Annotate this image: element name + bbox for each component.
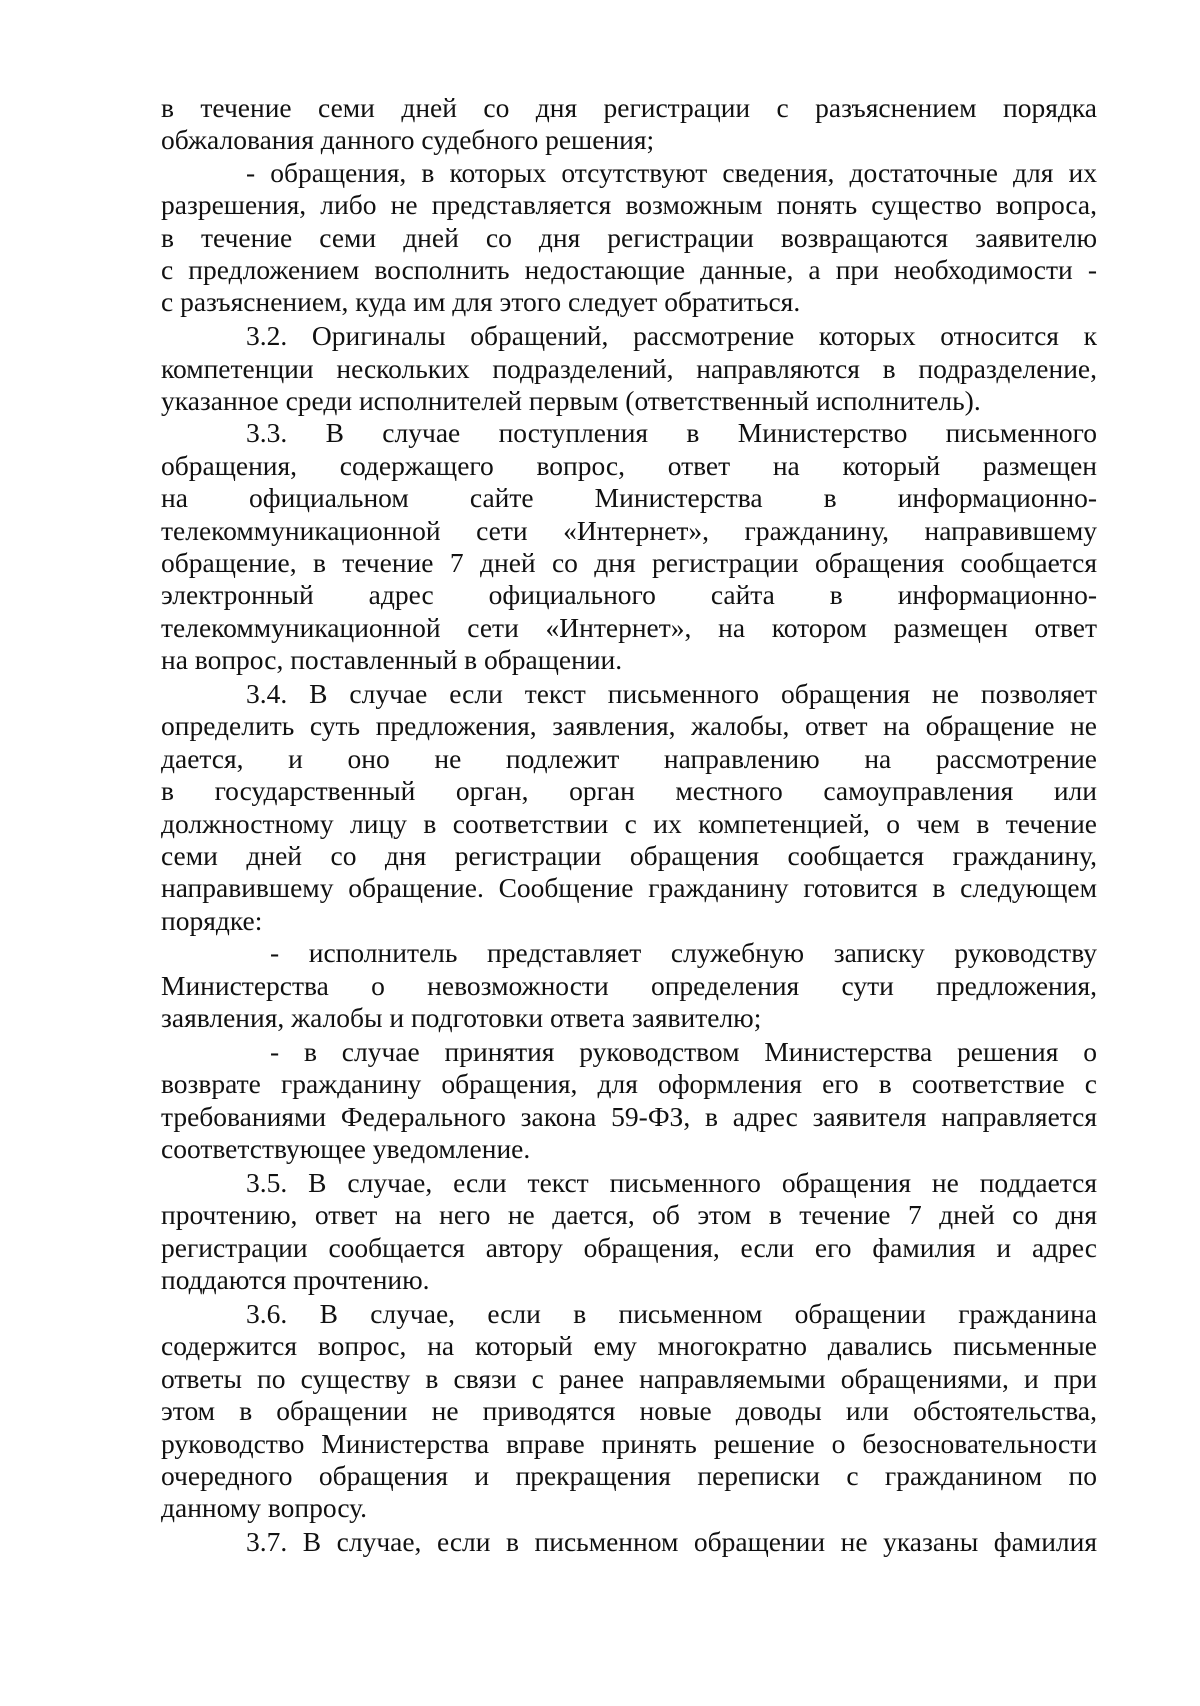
text-line: поддаются прочтению. xyxy=(161,1264,430,1296)
text-line: регистрации сообщается автору обращения, если его фамилия и адрес xyxy=(161,1231,1097,1263)
text-line: с разъяснением, куда им для этого следует обратиться. xyxy=(161,286,801,318)
text-line: соответствующее уведомление. xyxy=(161,1133,531,1164)
text-line: очередного обращения и прекращения переписки с гражданином по xyxy=(161,1459,1097,1491)
text-line: направившему обращение. Сообщение гражданину готовится в следующем xyxy=(161,872,1097,904)
text-line: данному вопросу. xyxy=(161,1492,368,1524)
text-line: руководство Министерства вправе принять решение о безосновательности xyxy=(161,1427,1097,1459)
text-line: в течение семи дней со дня регистрации с разъяснением порядка xyxy=(161,92,1097,123)
text-line: определить суть предложения, заявления, жалобы, ответ на обращение не xyxy=(161,710,1097,742)
text-line: разрешения, либо не представляется возможным понять существо вопроса, xyxy=(161,189,1097,221)
text-line: возврате гражданину обращения, для оформления его в соответствие с xyxy=(161,1068,1097,1100)
text-line: - в случае принятия руководством Министерства решения о xyxy=(270,1035,1097,1067)
text-line: 3.7. В случае, если в письменном обращении не указаны фамилия xyxy=(246,1526,1097,1558)
text-line: этом в обращении не приводятся новые доводы или обстоятельства, xyxy=(161,1395,1097,1427)
text-line: 3.3. В случае поступления в Министерство письменного xyxy=(246,417,1097,449)
text-line: в государственный орган, орган местного самоуправления или xyxy=(161,775,1097,807)
text-line: - исполнитель представляет служебную записку руководству xyxy=(270,937,1097,969)
text-line: Министерства о невозможности определения сути предложения, xyxy=(161,969,1097,1001)
text-line: - обращения, в которых отсутствуют сведения, достаточные для их xyxy=(246,156,1097,188)
text-line: обращение, в течение 7 дней со дня регистрации обращения сообщается xyxy=(161,546,1097,578)
text-line: телекоммуникационной сети «Интернет», гражданину, направившему xyxy=(161,514,1097,546)
text-line: 3.2. Оригиналы обращений, рассмотрение которых относится к xyxy=(246,320,1097,352)
text-line: на вопрос, поставленный в обращении. xyxy=(161,644,623,676)
text-line: семи дней со дня регистрации обращения сообщается гражданину, xyxy=(161,839,1097,871)
text-line: 3.5. В случае, если текст письменного обращения не поддается xyxy=(246,1166,1097,1198)
text-line: 3.4. В случае если текст письменного обращения не позволяет xyxy=(246,678,1097,710)
text-line: содержится вопрос, на который ему многократно давались письменные xyxy=(161,1330,1097,1362)
document-page xyxy=(161,92,1097,1559)
text-line: на официальном сайте Министерства в информационно- xyxy=(161,482,1097,514)
text-line: заявления, жалобы и подготовки ответа заявителю; xyxy=(161,1001,762,1033)
text-line: с предложением восполнить недостающие данные, а при необходимости - xyxy=(161,253,1097,285)
text-line: ответы по существу в связи с ранее направляемыми обращениями, и при xyxy=(161,1362,1097,1394)
text-line: прочтению, ответ на него не дается, об этом в течение 7 дней со дня xyxy=(161,1199,1097,1231)
text-line: дается, и оно не подлежит направлению на рассмотрение xyxy=(161,742,1097,774)
text-line: обжалования данного судебного решения; xyxy=(161,124,655,156)
text-line: порядке: xyxy=(161,904,263,936)
text-line: в течение семи дней со дня регистрации возвращаются заявителю xyxy=(161,221,1097,253)
text-line: компетенции нескольких подразделений, направляются в подразделение, xyxy=(161,352,1097,384)
text-line: электронный адрес официального сайта в информационно- xyxy=(161,579,1097,611)
text-line: требованиями Федерального закона 59-ФЗ, в адрес заявителя направляется xyxy=(161,1100,1097,1132)
text-line: 3.6. В случае, если в письменном обращении гражданина xyxy=(246,1297,1097,1329)
text-line: должностному лицу в соответствии с их компетенцией, о чем в течение xyxy=(161,807,1097,839)
text-line: обращения, содержащего вопрос, ответ на который размещен xyxy=(161,449,1097,481)
text-line: телекоммуникационной сети «Интернет», на котором размещен ответ xyxy=(161,611,1097,643)
text-line: указанное среди исполнителей первым (ответственный исполнитель). xyxy=(161,385,981,417)
